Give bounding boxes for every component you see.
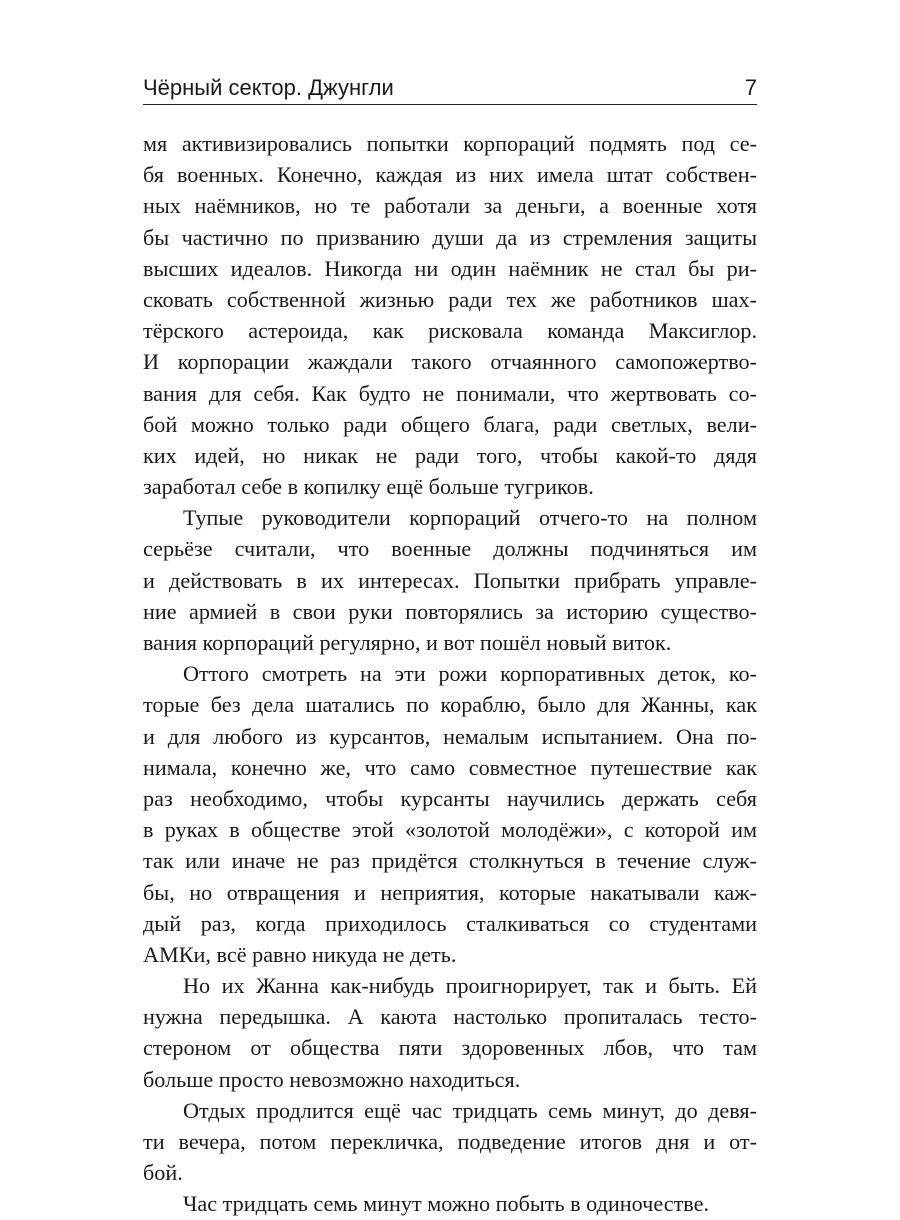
text-line: бы частично по призванию души да из стремления защиты (143, 224, 757, 250)
text-line: вания для себя. Как будто не понимали, что жертвовать со- (143, 380, 757, 406)
text-line: раз необходимо, чтобы курсанты научились держать себя (143, 785, 757, 811)
running-header (143, 74, 757, 105)
text-line: ние армией в свои руки повторялись за историю существо- (143, 598, 757, 624)
text-line: бой можно только ради общего блага, ради светлых, вели- (143, 411, 757, 437)
body-text (143, 128, 757, 1220)
page-number: 7 (744, 75, 757, 100)
text-line: в руках в обществе этой «золотой молодёжи», с которой им (143, 817, 757, 843)
text-line: торые без дела шатались по кораблю, было для Жанны, как (143, 692, 757, 718)
paragraph (143, 1188, 757, 1219)
text-line: Час тридцать семь минут можно побыть в одиночестве. (183, 1191, 710, 1217)
text-line: и действовать в их интересах. Попытки прибрать управле- (143, 567, 757, 593)
text-line: ных наёмников, но те работали за деньги, а военные хотя (143, 193, 757, 219)
text-line: дый раз, когда приходилось сталкиваться со студентами (143, 910, 757, 936)
paragraph (143, 1095, 757, 1189)
text-line: Отдых продлится ещё час тридцать семь минут, до девя- (183, 1097, 757, 1123)
text-line: бой. (143, 1160, 183, 1186)
text-line: Оттого смотреть на эти рожи корпоративных деток, ко- (183, 661, 757, 687)
text-line: сковать собственной жизнью ради тех же работников шах- (143, 286, 757, 312)
paragraph (143, 128, 757, 502)
text-line: ких идей, но никак не ради того, чтобы какой-то дядя (143, 442, 757, 468)
text-line: И корпорации жаждали такого отчаянного самопожертво- (143, 349, 757, 375)
text-line: заработал себе в копилку ещё больше тугриков. (143, 474, 594, 500)
text-line: серьёзе считали, что военные должны подчиняться им (143, 536, 757, 562)
text-line: так или иначе не раз придётся столкнуться в течение служ- (143, 848, 757, 874)
text-line: бы, но отвращения и неприятия, которые накатывали каж- (143, 879, 757, 905)
text-line: тёрского астероида, как рисковала команда Максиглор. (143, 318, 757, 344)
text-line: бя военных. Конечно, каждая из них имела штат собствен- (143, 162, 757, 188)
text-line: Но их Жанна как-нибудь проигнорирует, так и быть. Ей (183, 973, 757, 999)
paragraph (143, 970, 757, 1095)
text-line: больше просто невозможно находиться. (143, 1066, 521, 1092)
text-line: АМКи, всё равно никуда не деть. (143, 941, 457, 967)
text-line: мя активизировались попытки корпораций подмять под се- (143, 131, 757, 156)
text-line: и для любого из курсантов, немалым испытанием. Она по- (143, 723, 757, 749)
text-line: ти вечера, потом перекличка, подведение итогов дня и от- (143, 1129, 757, 1154)
chapter-title: Чёрный сектор. Джунгли (143, 75, 394, 100)
text-line: нимала, конечно же, что само совместное путешествие как (143, 754, 757, 780)
text-line: Тупые руководители корпораций отчего-то на полном (183, 505, 757, 531)
text-line: нужна передышка. А каюта настолько пропиталась тесто- (143, 1004, 757, 1030)
text-line: высших идеалов. Никогда ни один наёмник не стал бы ри- (143, 255, 757, 281)
text-line: стероном от общества пяти здоровенных лбов, что там (143, 1035, 757, 1061)
paragraph (143, 658, 757, 970)
paragraph (143, 502, 757, 658)
text-line: вания корпораций регулярно, и вот пошёл новый виток. (143, 630, 672, 655)
